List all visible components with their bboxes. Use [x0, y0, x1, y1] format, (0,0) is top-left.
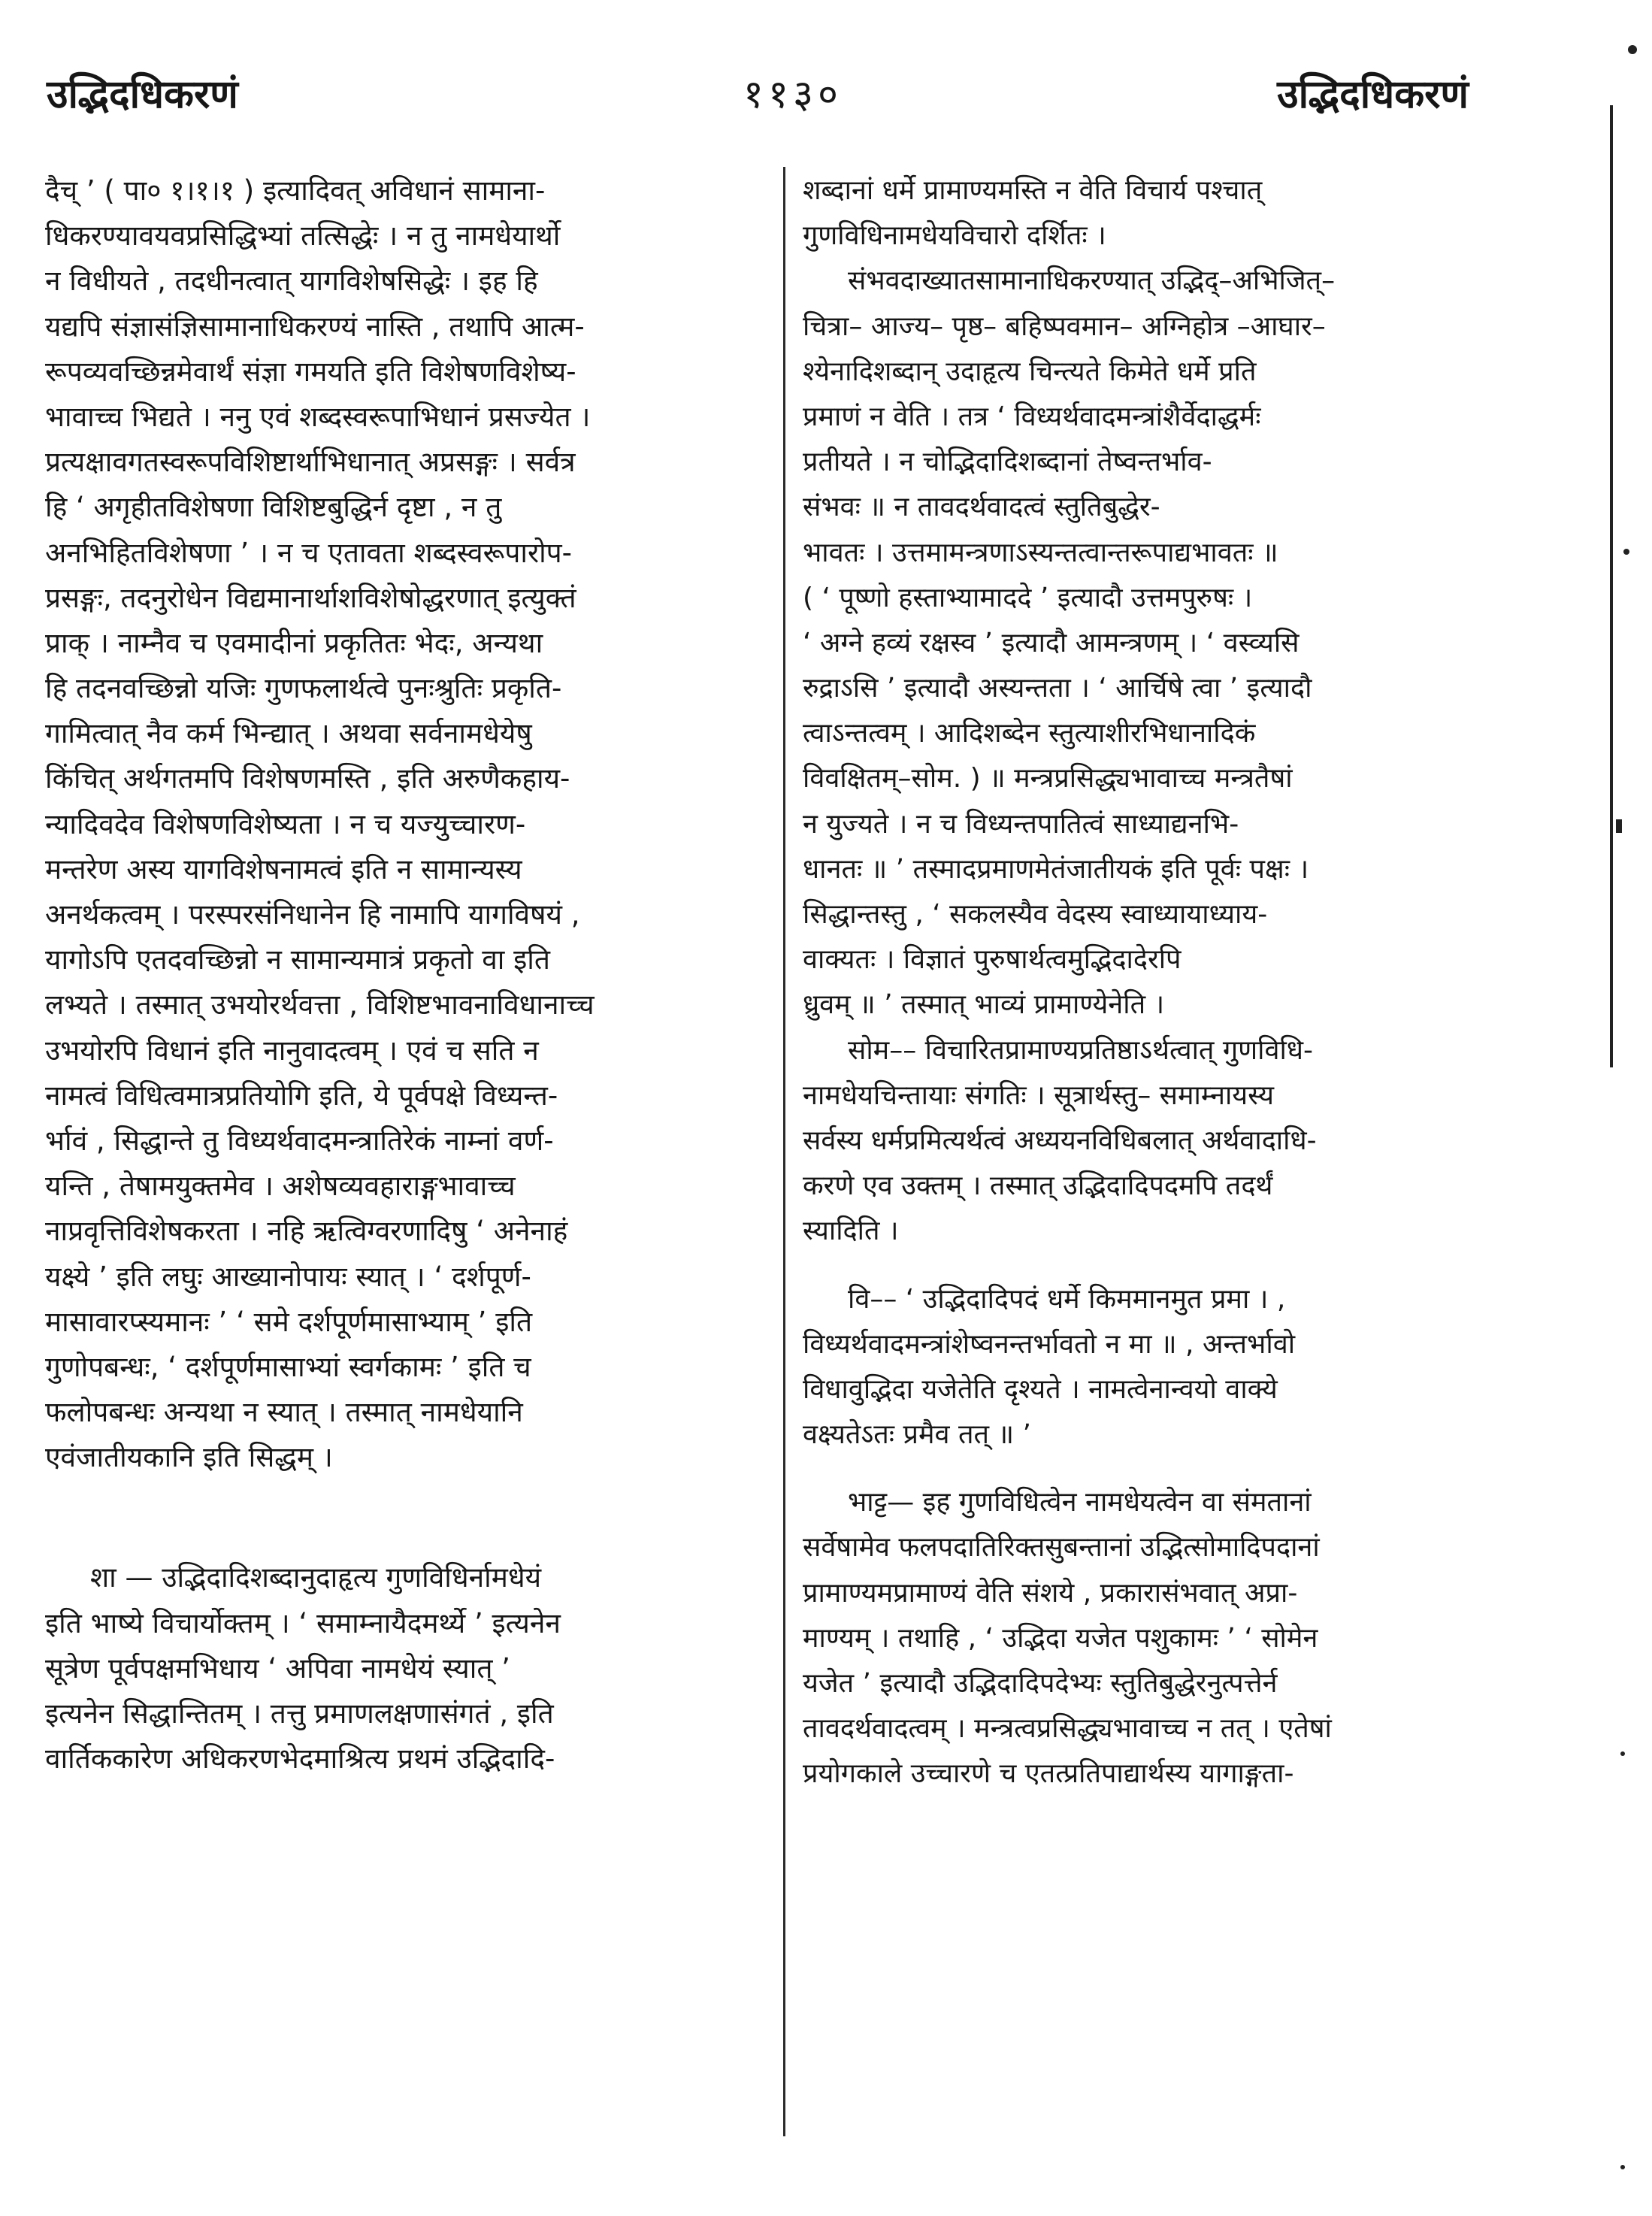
paragraph-gap — [803, 1255, 1530, 1277]
text-line: धानतः ॥ ’ तस्मादप्रमाणमेतंजातीयकं इति पूर्वः पक्षः । — [803, 853, 1309, 885]
text-line: भाट्ट— इह गुणविधित्वेन नामधेयत्वेन वा संमतानां — [848, 1487, 1312, 1518]
text-line: एवंजातीयकानि इति सिद्धम् । — [45, 1441, 333, 1474]
text-line: रुद्राऽसि ’ इत्यादौ अस्यन्तता । ‘ आर्चिषे त्वा ’ इत्यादौ — [803, 673, 1312, 704]
text-line: प्रयोगकाले उच्चारणे च एतत्प्रतिपाद्यार्थस्य यागाङ्गता- — [803, 1758, 1294, 1790]
text-line: हि तदनवच्छिन्नो यजिः गुणफलार्थत्वे पुनःश्रुतिः प्रकृति- — [45, 672, 562, 705]
page-number: ११३० — [743, 72, 843, 117]
text-line: श्येनादिशब्दान् उदाहृत्य चिन्त्यते किमेते धर्मे प्रति — [803, 356, 1257, 387]
left-column — [45, 168, 768, 1782]
right-column — [803, 168, 1530, 1797]
text-line: यन्ति , तेषामयुक्तमेव । अशेषव्यवहाराङ्गभावाच्च — [45, 1170, 516, 1203]
text-line: सर्वस्य धर्मप्रमित्यर्थत्वं अध्ययनविधिबलात् अर्थवादाधि- — [803, 1125, 1317, 1156]
text-line: रूपव्यवच्छिन्नमेवार्थं संज्ञा गमयति इति विशेषणविशेष्य- — [45, 355, 576, 388]
text-line: चित्रा– आज्य– पृष्ठ– बहिष्पवमान– अग्निहोत्र –आघार– — [803, 310, 1326, 342]
text-line: नाप्रवृत्तिविशेषकरता । नहि ऋत्विग्वरणादिषु ‘ अनेनाहं — [45, 1215, 568, 1248]
column-divider — [783, 167, 785, 2136]
text-line: दैच् ’ ( पा० १।१।१ ) इत्यादिवत् अविधानं सामाना- — [45, 174, 546, 207]
text-line: संभवः ॥ न तावदर्थवादत्वं स्तुतिबुद्धेर- — [803, 492, 1160, 523]
text-line: न्यादिवदेव विशेषणविशेष्यता । न च यज्युच्चारण- — [45, 807, 526, 840]
text-line: संभवदाख्यातसामानाधिकरण्यात् उद्भिद्–अभिजित्– — [848, 265, 1336, 297]
text-line: त्वाऽन्तत्वम् । आदिशब्देन स्तुत्याशीरभिधानादिकं — [803, 718, 1256, 749]
text-line: यागोऽपि एतदवच्छिन्नो न सामान्यमात्रं प्रकृतो वा इति — [45, 943, 550, 976]
running-header-right: उद्भिदधिकरणं — [1277, 72, 1469, 117]
scan-edge-dot — [1620, 2165, 1625, 2169]
text-line: प्रत्यक्षावगतस्वरूपविशिष्टार्थाभिधानात् अप्रसङ्गः । सर्वत्र — [45, 446, 576, 479]
text-line: न युज्यते । न च विध्यन्तपातित्वं साध्याद्यनभि- — [803, 808, 1239, 840]
paragraph-gap — [45, 1480, 768, 1555]
text-line: प्रतीयते । न चोद्भिदादिशब्दानां तेष्वन्तर्भाव- — [803, 447, 1212, 478]
text-line: विधावुद्भिदा यजेतेति दृश्यते । नामत्वेनान्वयो वाक्ये — [803, 1373, 1278, 1405]
text-line: प्रसङ्गः, तदनुरोधेन विद्यमानार्थाशविशेषोद्धरणात् इत्युक्तं — [45, 581, 576, 614]
text-line: लभ्यते । तस्मात् उभयोरर्थवत्ता , विशिष्टभावनाविधानाच्च — [45, 988, 595, 1022]
text-line: विवक्षितम्–सोम. ) ॥ मन्त्रप्रसिद्ध्यभावाच्च मन्त्रतैषां — [803, 763, 1293, 795]
text-line: नामधेयचिन्तायाः संगतिः । सूत्रार्थस्तु– समाम्नायस्य — [803, 1079, 1275, 1111]
text-line: करणे एव उक्तम् । तस्मात् उद्भिदादिपदमपि तदर्थं — [803, 1170, 1273, 1202]
text-line: यजेत ’ इत्यादौ उद्भिदादिपदेभ्यः स्तुतिबुद्धेरनुत्पत्तेर्न — [803, 1668, 1278, 1699]
scan-edge-dot — [1628, 45, 1637, 54]
text-line: स्यादिति । — [803, 1215, 899, 1247]
text-line: ध्रुवम् ॥ ’ तस्मात् भाव्यं प्रामाण्येनेति । — [803, 989, 1165, 1021]
text-line: मन्तरेण अस्य यागविशेषनामत्वं इति न सामान्यस्य — [45, 852, 522, 885]
text-line: अनर्थकत्वम् । परस्परसंनिधानेन हि नामापि यागविषयं , — [45, 898, 580, 931]
scan-edge-dot — [1616, 819, 1622, 833]
text-line: सोम–– विचारितप्रामाण्यप्रतिष्ठाऽर्थत्वात् गुणविधि- — [848, 1034, 1313, 1066]
running-header-left: उद्भिदधिकरणं — [47, 72, 238, 117]
right-para-4 — [803, 1277, 1530, 1458]
text-line: अनभिहितविशेषणा ’ । न च एतावता शब्दस्वरूपारोप- — [45, 536, 573, 569]
right-para-3 — [803, 1028, 1530, 1255]
text-line: वाक्यतः । विज्ञातं पुरुषार्थत्वमुद्भिदादेरपि — [803, 944, 1182, 976]
text-line: इति भाष्ये विचार्योक्तम् । ‘ समाम्नायैदमर्थ्ये ’ इत्यनेन — [45, 1606, 561, 1639]
text-line: प्रामाण्यमप्रामाण्यं वेति संशये , प्रकारासंभवात् अप्रा- — [803, 1577, 1298, 1609]
text-line: शब्दानां धर्मे प्रामाण्यमस्ति न वेति विचार्य पश्चात् — [803, 175, 1263, 206]
text-line: उभयोरपि विधानं इति नानुवादत्वम् । एवं च सति न — [45, 1034, 539, 1067]
scan-edge-line — [1610, 105, 1613, 1067]
text-line: वार्तिककारेण अधिकरणभेदमाश्रित्य प्रथमं उद्भिदादि- — [45, 1742, 555, 1776]
text-line: सर्वेषामेव फलपदातिरिक्तसुबन्तानां उद्भित्सोमादिपदानां — [803, 1532, 1320, 1564]
text-line: माण्यम् । तथाहि , ‘ उद्भिदा यजेत पशुकामः ’ ‘ सोमेन — [803, 1622, 1318, 1654]
left-para-1 — [45, 168, 768, 1480]
text-line: गुणोपबन्धः, ‘ दर्शपूर्णमासाभ्यां स्वर्गकामः ’ इति च — [45, 1350, 531, 1383]
text-line: वि–– ‘ उद्भिदादिपदं धर्मे किममानमुत प्रमा । , — [848, 1283, 1286, 1315]
text-line: सूत्रेण पूर्वपक्षमभिधाय ‘ अपिवा नामधेयं स्यात् ’ — [45, 1651, 510, 1685]
text-line: धिकरण्यावयवप्रसिद्धिभ्यां तत्सिद्धेः । न तु नामधेयार्थो — [45, 219, 561, 253]
right-para-5 — [803, 1480, 1530, 1797]
text-line: किंचित् अर्थगतमपि विशेषणमस्ति , इति अरुणैकहाय- — [45, 762, 570, 795]
text-line: शा — उद्भिदादिशब्दानुदाहृत्य गुणविधिर्नामधेयं — [90, 1561, 542, 1594]
text-line: वक्ष्यतेऽतः प्रमैव तत् ॥ ’ — [803, 1419, 1031, 1451]
text-line: हि ‘ अगृहीतविशेषणा विशिष्टबुद्धिर्न दृष्टा , न तु — [45, 491, 502, 524]
right-para-2 — [803, 259, 1530, 1028]
left-para-2 — [45, 1555, 768, 1782]
text-line: प्रमाणं न वेति । तत्र ‘ विध्यर्थवादमन्त्रांशैर्वेदाद्धर्मः — [803, 401, 1261, 432]
text-line: विध्यर्थवादमन्त्रांशेष्वनन्तर्भावतो न मा ॥ , अन्तर्भावो — [803, 1328, 1296, 1360]
paragraph-gap — [803, 1458, 1530, 1480]
text-line: सिद्धान्तस्तु , ‘ सकलस्यैव वेदस्य स्वाध्यायाध्याय- — [803, 899, 1268, 930]
text-line: यद्यपि संज्ञासंज्ञिसामानाधिकरण्यं नास्ति , तथापि आत्म- — [45, 310, 585, 343]
text-line: गामित्वात् नैव कर्म भिन्द्यात् । अथवा सर्वनामधेयेषु — [45, 717, 532, 750]
right-para-1 — [803, 168, 1530, 259]
text-line: गुणविधिनामधेयविचारो दर्शितः । — [803, 220, 1106, 252]
text-line: यक्ष्ये ’ इति लघुः आख्यानोपायः स्यात् । ‘ दर्शपूर्ण- — [45, 1260, 531, 1293]
text-line: भावाच्च भिद्यते । ननु एवं शब्दस्वरूपाभिधानं प्रसज्येत । — [45, 400, 591, 433]
text-line: फलोपबन्धः अन्यथा न स्यात् । तस्मात् नामधेयानि — [45, 1396, 523, 1429]
text-line: र्भावं , सिद्धान्ते तु विध्यर्थवादमन्त्रातिरेकं नाम्नां वर्ण- — [45, 1124, 554, 1157]
text-line: इत्यनेन सिद्धान्तितम् । तत्तु प्रमाणलक्षणासंगतं , इति — [45, 1697, 554, 1730]
text-line: नामत्वं विधित्वमात्रप्रतियोगि इति, ये पूर्वपक्षे विध्यन्त- — [45, 1079, 558, 1112]
text-line: ‘ अग्ने हव्यं रक्षस्व ’ इत्यादौ आमन्त्रणम् । ‘ वस्व्यसि — [803, 627, 1300, 658]
text-line: ( ‘ पूष्णो हस्ताभ्यामाददे ’ इत्यादौ उत्तमपुरुषः । — [803, 582, 1253, 613]
text-line: प्राक् । नाम्नैव च एवमादीनां प्रकृतितः भेदः, अन्यथा — [45, 626, 543, 659]
text-line: मासावारप्स्यमानः ’ ‘ समे दर्शपूर्णमासाभ्याम् ’ इति — [45, 1305, 533, 1338]
text-line: तावदर्थवादत्वम् । मन्त्रत्वप्रसिद्ध्यभावाच्च न तत् । एतेषां — [803, 1713, 1332, 1745]
scan-edge-dot — [1620, 1751, 1625, 1756]
text-line: भावतः । उत्तमामन्त्रणाऽस्यन्तत्वान्तरूपाद्यभावतः ॥ — [803, 537, 1278, 568]
text-line: न विधीयते , तदधीनत्वात् यागविशेषसिद्धेः । इह हि — [45, 265, 538, 298]
scan-edge-dot — [1623, 549, 1629, 555]
